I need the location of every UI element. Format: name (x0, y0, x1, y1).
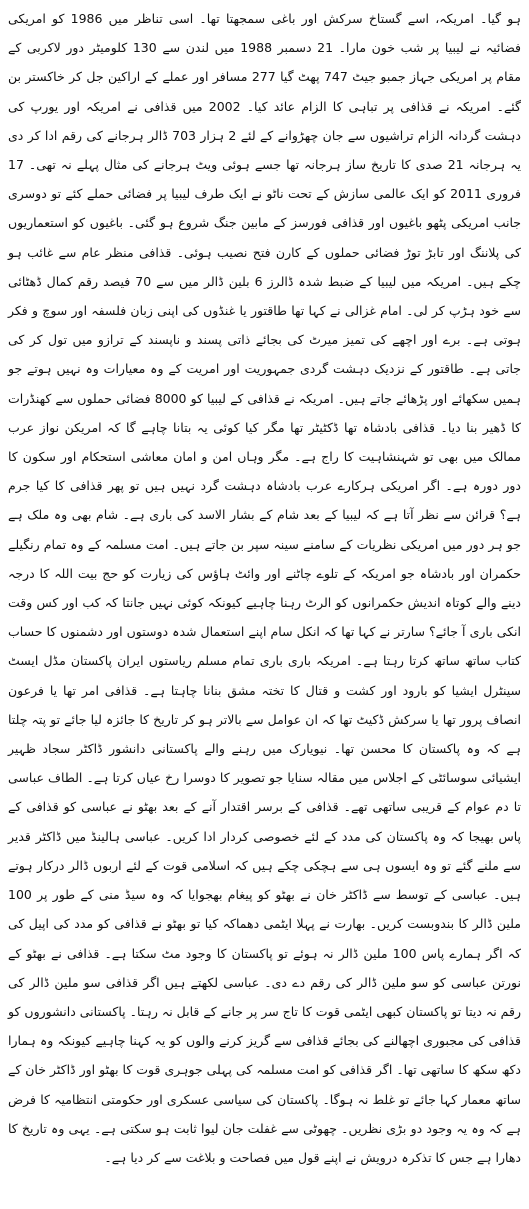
article-paragraph: ہو گیا۔ امریکہ، اسے گستاخ سرکش اور باغی سمجھتا تھا۔ اسی تناظر میں 1986 کو امریکی فضائیہ نے لیبیا پر شب خون مارا۔ 21 دسمبر 1988 میں لندن سے 130 کلومیٹر دور لاکربی کے مقام پر امریکی جہاز جمبو جیٹ 747 پھٹ گیا 277 مسافر اور عملے کے اراکین جل کر خاکستر بن گئے۔ امریکہ نے قذافی پر تباہی کا الزام عائد کیا۔ 2002 میں قذافی نے امریکہ اور یورپ کی دہشت گردانہ الزام تراشیوں سے جان چھڑوانے کے لئے 2 ہزار 703 ڈالر ہرجانے کی رقم ادا کر دی یہ ہرجانہ 21 صدی کا تاریخ ساز ہرجانہ تھا جسے ہوئی ویٹ ہرجانے کی مثال پہلے نہ تھی۔ 17 فروری 2011 کو ایک عالمی سازش کے تحت ناٹو نے ایک طرف لیبیا پر فضائی حملے کئے تو دوسری جانب امریکی پٹھو باغیوں اور قذافی فورسز کے مابین جنگ شروع ہو گئی۔ باغیوں کو استعماریوں کی پلاننگ اور تابڑ توڑ فضائی حملوں کے کارن فتح نصیب ہوئی۔ قذافی منظر عام سے غائب ہو چکے ہیں۔ امریکہ میں لیبیا کے ضبط شدہ ڈالرز 6 بلین ڈالر میں سے 70 فیصد رقم کمال ڈھٹائی سے خود ہڑپ کر لی۔ امام غزالی نے کہا تھا طاقتور یا غنڈوں کی اپنی زبان فلسفہ اور سوچ و فکر ہوتی ہے۔ برے اور اچھے کی تمیز میرٹ کی بجائے ذاتی پسند و ناپسند کے ترازو میں تول کر کی جاتی ہے۔ طاقتور کے نزدیک دہشت گردی جمہوریت اور امریت کے وہ معیارات وہ نہیں ہوتے جو ہمیں سکھائے اور پڑھائے جاتے ہیں۔ امریکہ نے قذافی کے لیبیا کو 8000 فضائی حملوں سے کھنڈرات کا ڈھیر بنا دیا۔ قذافی بادشاہ تھا ڈکٹیٹر تھا مگر کیا کوئی یہ بتانا چاہے گا کہ امریکن نواز عرب ممالک میں بھی تو شہنشاہیت کا راج ہے۔ مگر وہاں امن و امان معاشی استحکام اور سکون کا دور دورہ ہے۔ اگر امریکی ہرکارے عرب بادشاہ دہشت گرد نہیں ہیں تو پھر قذافی کا کیا جرم ہے؟ قرائن سے نظر آتا ہے کہ لیبیا کے بعد شام کے بشار الاسد کی باری ہے۔ شام بھی وہ ملک ہے جو ہر دور میں امریکی نظریات کے سامنے سینہ سپر بن جاتے ہیں۔ امت مسلمہ کے وہ تمام رنگیلے حکمران اور بادشاہ جو امریکہ کے تلوے چاٹنے اور وائٹ ہاؤس کی زیارت کو حج بیت اللہ کا درجہ دینے والے کوتاہ اندیش حکمرانوں کو الرٹ رہنا چاہیے کیونکہ کوئی نہیں جانتا کہ کب اور کس وقت انکی باری آ جائے؟ سارتر نے کہا تھا کہ انکل سام اپنے استعمال شدہ دوستوں اور دشمنوں کا حساب کتاب ساتھ ساتھ کرتا رہتا ہے۔ امریکہ باری باری تمام مسلم ریاستوں ایران پاکستان مڈل ایسٹ سینٹرل ایشیا کو بارود اور کشت و قتال کا تختہ مشق بنانا چاہتا ہے۔ قذافی امر تھا یا فرعون انصاف پرور تھا یا سرکش ڈکیٹ تھا کہ ان عوامل سے بالاتر ہو کر تاریخ کا جائزہ لیا جائے تو پتہ چلتا ہے کہ وہ پاکستان کا محسن تھا۔ نیویارک میں رہنے والے پاکستانی دانشور ڈاکٹر سجاد ظہیر ایشیائی سوسائٹی کے اجلاس میں مقالہ سنایا جو تصویر کا دوسرا رخ عیاں کرتا ہے۔ الطاف عباسی تا دم عوام کے قریبی ساتھی تھے۔ قذافی کے برسر اقتدار آنے کے بعد بھٹو نے عباسی کو قذافی کے پاس بھیجا کہ وہ پاکستان کی مدد کے لئے خصوصی کردار ادا کریں۔ عباسی ہالینڈ میں ڈاکٹر قدیر سے ملنے گئے تو وہ ایسوں ہی سے ہچکی چکے ہیں کہ اسلامی قوت کے لئے اربوں ڈالر درکار ہوتے ہیں۔ عباسی کے توسط سے ڈاکٹر خان نے بھٹو کو پیغام بھجوایا کہ وہ سیڈ منی کے طور پر 100 ملین ڈالر کا بندوبست کریں۔ بھارت نے پہلا ایٹمی دھماکہ کیا تو بھٹو نے قذافی کو مدد کی اپیل کی کہ اگر ہمارے پاس 100 ملین ڈالر نہ ہوئے تو پاکستان کا وجود مٹ سکتا ہے۔ قذافی نے بھٹو کے نورتن عباسی کو سو ملین ڈالر کی رقم دے دی۔ عباسی لکھتے ہیں اگر قذافی سو ملین ڈالر کی رقم نہ دیتا تو پاکستان کبھی ایٹمی قوت کا تاج سر پر جانے کے قابل نہ رہتا۔ پاکستانی دانشوروں کو قذافی کی مجبوری اچھالنے کی بجائے قذافی سے گریز کرنے والوں کو یہ کہنا چاہیے کیونکہ وہ ہمارا دکھ سکھ کا ساتھی تھا۔ اگر قذافی کو امت مسلمہ کی پہلی جوہری قوت کا بھٹو اور ڈاکٹر خان کے ساتھ معمار کہا جائے تو غلط نہ ہوگا۔ پاکستان کی سیاسی عسکری اور حکومتی انتظامیہ کا فرض ہے کہ وہ یہ وجود دو بڑی نظریں۔ چھوٹی سے غفلت جان لیوا ثابت ہو سکتی ہے۔ یہی وہ تاریخ کا دھارا ہے جس کا تذکرہ درویش نے اپنے قول میں فصاحت و بلاغت سے کر دیا ہے۔ (8, 11, 522, 1165)
article-body (8, 4, 521, 1172)
